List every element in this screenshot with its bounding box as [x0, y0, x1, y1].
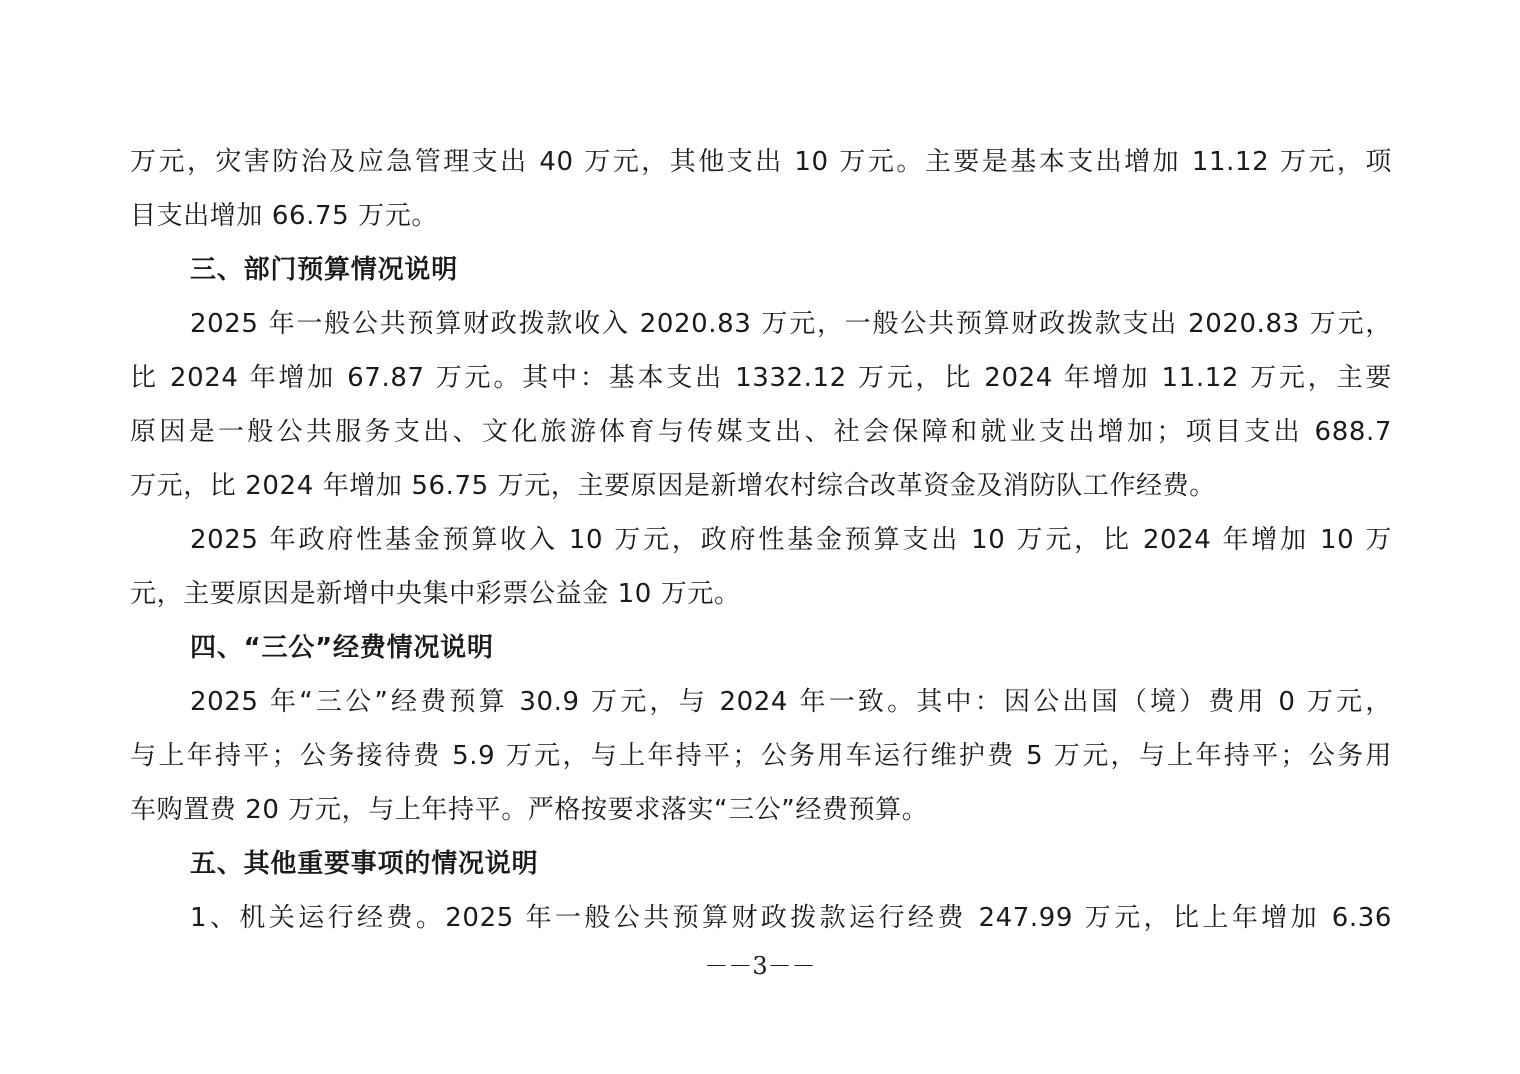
section-heading-three-public: 四、“三公”经费情况说明: [190, 633, 494, 663]
paragraph-line-reception-vehicle: 与上年持平；公务接待费 5.9 万元，与上年持平；公务用车运行维护费 5 万元，与上年持平；公务用: [130, 741, 1392, 771]
paragraph-line-lottery-fund: 元，主要原因是新增中央集中彩票公益金 10 万元。: [130, 579, 741, 609]
paragraph-line-project-increase: 万元，比 2024 年增加 56.75 万元，主要原因是新增农村综合改革资金及消防队工作经费。: [130, 471, 1216, 501]
paragraph-line-three-public-budget: 2025 年“三公”经费预算 30.9 万元，与 2024 年一致。其中：因公出国（境）费用 0 万元，: [190, 687, 1392, 717]
page-number: －－3－－: [704, 952, 816, 980]
section-heading-department-budget: 三、部门预算情况说明: [190, 255, 459, 285]
section-heading-other-matters: 五、其他重要事项的情况说明: [190, 849, 539, 879]
paragraph-line-operating-expense: 1、机关运行经费。2025 年一般公共预算财政拨款运行经费 247.99 万元，比上年增加 6.36: [190, 903, 1392, 933]
paragraph-line-reason: 原因是一般公共服务支出、文化旅游体育与传媒支出、社会保障和就业支出增加；项目支出 688.7: [130, 417, 1392, 447]
paragraph-line-basic-expense: 比 2024 年增加 67.87 万元。其中：基本支出 1332.12 万元，比 2024 年增加 11.12 万元，主要: [130, 363, 1392, 393]
paragraph-line-government-fund: 2025 年政府性基金预算收入 10 万元，政府性基金预算支出 10 万元，比 2024 年增加 10 万: [190, 525, 1392, 555]
paragraph-line-vehicle-purchase: 车购置费 20 万元，与上年持平。严格按要求落实“三公”经费预算。: [130, 795, 929, 825]
paragraph-line-project-expense: 目支出增加 66.75 万元。: [130, 201, 438, 231]
paragraph-line-disaster-expense: 万元，灾害防治及应急管理支出 40 万元，其他支出 10 万元。主要是基本支出增加 11.12 万元，项: [130, 147, 1392, 177]
paragraph-line-general-budget: 2025 年一般公共预算财政拨款收入 2020.83 万元，一般公共预算财政拨款支出 2020.83 万元，: [190, 309, 1392, 339]
